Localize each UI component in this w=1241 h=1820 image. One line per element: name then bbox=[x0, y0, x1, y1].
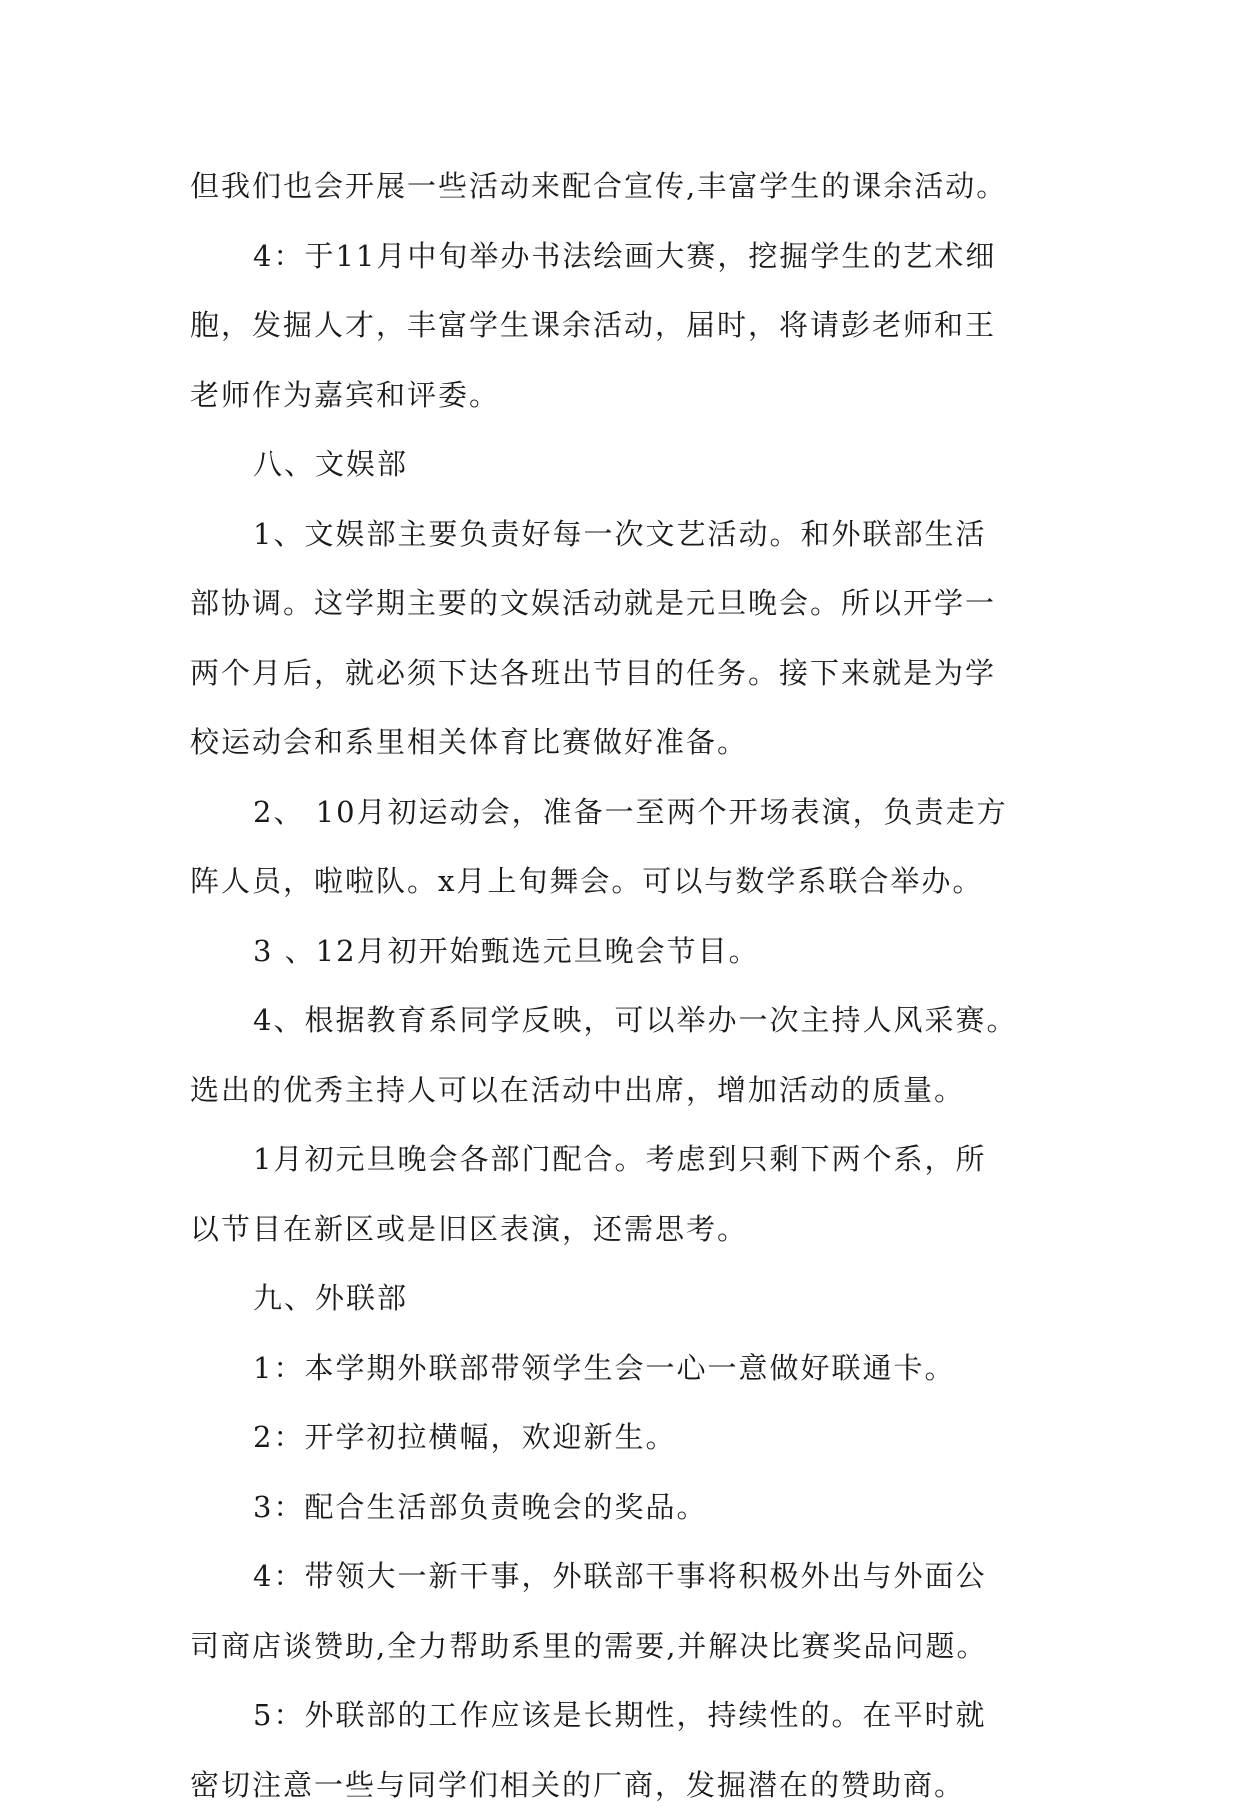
text-line: 阵人员，啦啦队。x月上旬舞会。可以与数学系联合举办。 bbox=[190, 847, 1070, 917]
text-line: 选出的优秀主持人可以在活动中出席，增加活动的质量。 bbox=[190, 1056, 1070, 1126]
text-line: 1、文娱部主要负责好每一次文艺活动。和外联部生活 bbox=[190, 500, 1070, 570]
text-line: 1：本学期外联部带领学生会一心一意做好联通卡。 bbox=[190, 1334, 1070, 1404]
document-body bbox=[190, 152, 1070, 1820]
text-line: 密切注意一些与同学们相关的厂商，发掘潜在的赞助商。 bbox=[190, 1751, 1070, 1820]
text-line: 5：外联部的工作应该是长期性，持续性的。在平时就 bbox=[190, 1681, 1070, 1751]
text-line: 老师作为嘉宾和评委。 bbox=[190, 361, 1070, 431]
text-line: 4：带领大一新干事，外联部干事将积极外出与外面公 bbox=[190, 1542, 1070, 1612]
text-line: 3：配合生活部负责晚会的奖品。 bbox=[190, 1473, 1070, 1543]
text-line: 1月初元旦晚会各部门配合。考虑到只剩下两个系，所 bbox=[190, 1125, 1070, 1195]
text-line: 2、 10月初运动会，准备一至两个开场表演，负责走方 bbox=[190, 778, 1070, 848]
text-line: 4、根据教育系同学反映，可以举办一次主持人风采赛。 bbox=[190, 986, 1070, 1056]
text-line: 以节目在新区或是旧区表演，还需思考。 bbox=[190, 1195, 1070, 1265]
text-line: 司商店谈赞助,全力帮助系里的需要,并解决比赛奖品问题。 bbox=[190, 1612, 1070, 1682]
text-line: 但我们也会开展一些活动来配合宣传,丰富学生的课余活动。 bbox=[190, 152, 1070, 222]
section-heading: 八、文娱部 bbox=[190, 430, 1070, 500]
section-heading: 九、外联部 bbox=[190, 1264, 1070, 1334]
text-line: 两个月后，就必须下达各班出节目的任务。接下来就是为学 bbox=[190, 639, 1070, 709]
text-line: 胞，发掘人才，丰富学生课余活动，届时，将请彭老师和王 bbox=[190, 291, 1070, 361]
text-line: 4：于11月中旬举办书法绘画大赛，挖掘学生的艺术细 bbox=[190, 222, 1070, 292]
text-line: 校运动会和系里相关体育比赛做好准备。 bbox=[190, 708, 1070, 778]
text-line: 部协调。这学期主要的文娱活动就是元旦晚会。所以开学一 bbox=[190, 569, 1070, 639]
text-line: 3 、12月初开始甄选元旦晚会节目。 bbox=[190, 917, 1070, 987]
text-line: 2：开学初拉横幅，欢迎新生。 bbox=[190, 1403, 1070, 1473]
